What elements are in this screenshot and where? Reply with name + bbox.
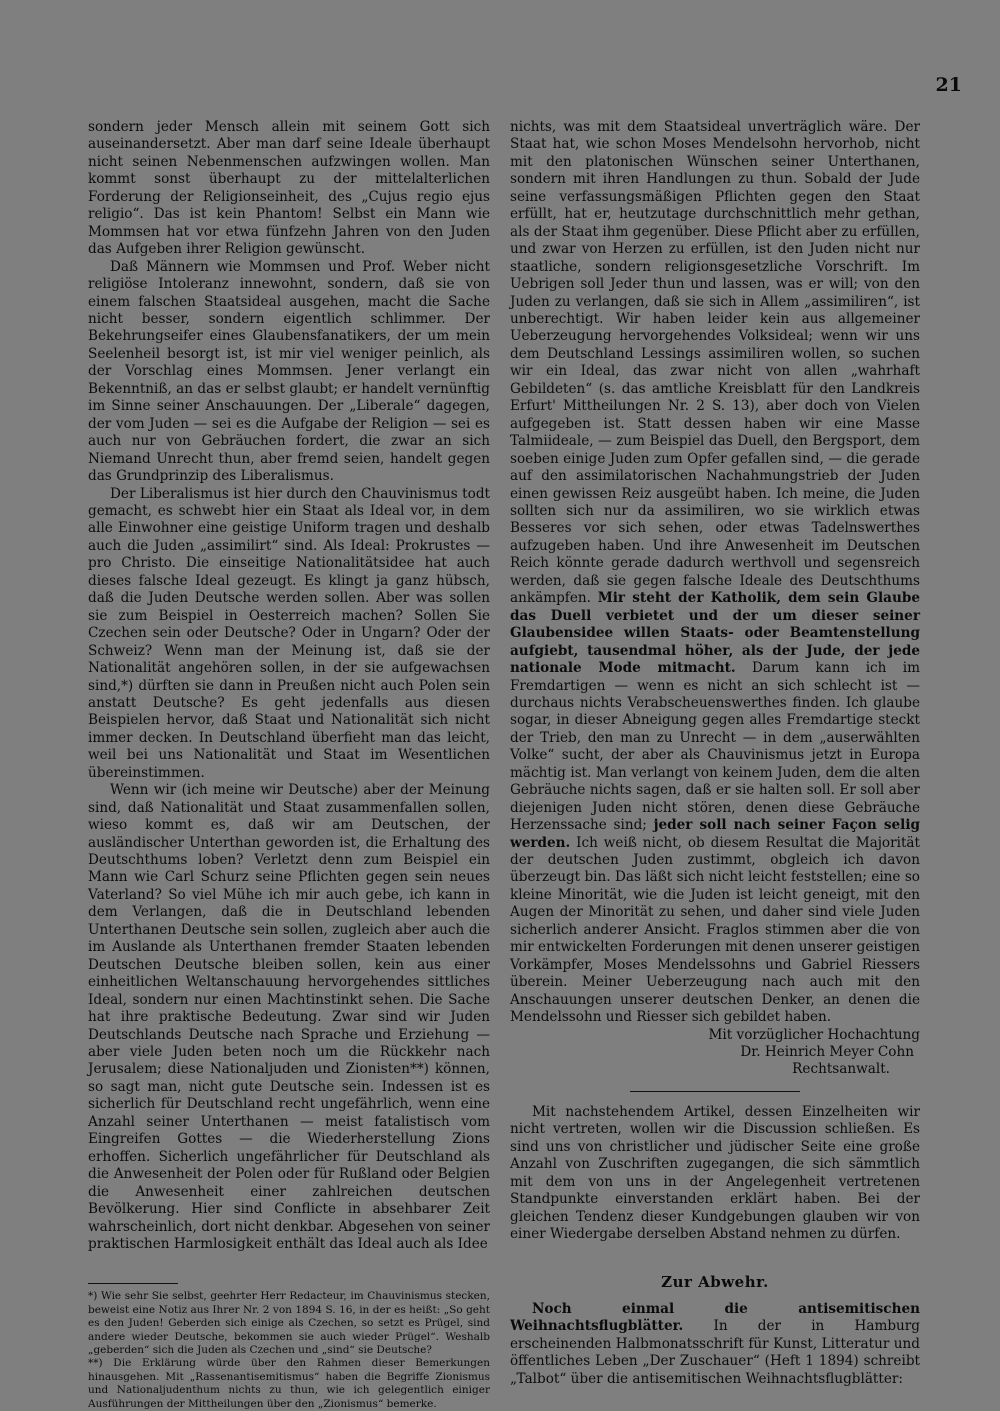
footnote-divider [88, 1283, 178, 1284]
paragraph: Der Liberalismus ist hier durch den Chauvinismus todt gemacht, es schwebt hier ein Staat als Ideal vor, in dem alle Einwohner eine geistige Uniform tragen und deshalb auch die Juden „assimilirt“ sind. Als Ideal: Prokrustes — pro Christo. Die einseitige Nationalitätsidee hat auch dieses falsche Ideal gezeugt. Es klingt ja ganz hübsch, daß die Juden Deutsche werden sollen. Aber was sollen sie zum Beispiel in Oesterreich machen? Sollen Sie Czechen sein oder Deutsche? Oder in Ungarn? Oder der Schweiz? Wenn man der Meinung ist, daß sie der Nationalität angehören sollen, in der sie aufgewachsen sind,*) dürften sie dann in Preußen nicht auch Polen sein anstatt Deutsche? Es geht jedenfalls aus diesen Beispielen hervor, daß Staat und Nationalität sich nicht immer decken. In Deutschland überfieht man das leicht, weil bei uns Nationalität und Staat im Wesentlichen übereinstimmen. [88, 485, 490, 781]
signature-name: Dr. Heinrich Meyer Cohn [740, 1044, 914, 1061]
article-title: Noch einmal die antisemitischen Weihnachtsflugblätter. [510, 1301, 920, 1335]
emphasis-text: Mir steht der Katholik, dem sein Glaube das Duell verbietet und der um dieser seiner Glaubensidee willen Staats- oder Beamtenstellung aufgiebt, tausendmal höher, als der Jude, der jede nationale Mode mitmacht. [510, 590, 920, 677]
emphasis-text: jeder soll nach seiner Façon selig werden. [510, 817, 921, 851]
paragraph-text: Ich weiß nicht, ob diesem Resultat die Majorität der deutschen Juden zustimmt, obgleich ich davon überzeugt bin. Das läßt sich nicht leicht feststellen; eine so kleine Minorität, wie die Juden ist leicht geneigt, mit den Augen der Minorität zu sehen, und daher sind viele Juden sicherlich anderer Ansicht. Fraglos stimmen aber die von mir entwickelten Forderungen mit denen unserer geistigen Vorkämpfer, Moses Mendelssohns und Gabriel Riessers überein. Meiner Ueberzeugung nach auch mit den Anschauungen unserer deutschen Denker, an denen die Mendelssohn und Riesser sich gebildet haben. [510, 834, 920, 1026]
paragraph-text: nichts, was mit dem Staatsideal unverträglich wäre. Der Staat hat, wie schon Moses Mendelsohn hervorhob, nicht mit den platonischen Wünschen seiner Unterthanen, sondern mit ihren Handlungen zu thun. Sobald der Jude seine verfassungsmäßigen Pflichten gegen den Staat erfüllt, hat er, heutzutage durchschnittlich mehr gethan, als der Staat ihm gegenüber. Diese Pflicht aber zu erfüllen, und zwar von Herzen zu erfüllen, ist den Juden nicht nur staatliche, sondern religionsgesetzliche Vorschrift. Im Uebrigen soll Jeder thun und lassen, was er will; von den Juden zu verlangen, daß sie sich in Allem „assimiliren“, ist unberechtigt. Wir haben leider kein aus allgemeiner Ueberzeugung hervorgehendes Volksideal; wenn wir uns dem Deutschland Lessings assimiliren wollen, so suchen wir ein Ideal, das zwar nicht von allen „wahrhaft Gebildeten“ (s. das amtliche Kreisblatt für den Landkreis Erfurt' Mittheilungen Nr. 2 S. 13), aber doch von Vielen aufgegeben ist. Statt dessen haben wir eine Masse Talmiideale, — zum Beispiel das Duell, den Bergsport, dem soeben einige Juden zum Opfer gefallen sind, — die gerade auf den assimilatorischen Nachahmungstrieb der Juden einen gewissen Reiz ausgeübt haben. Ich meine, die Juden sollten sich nur da assimiliren, wo sie wirklich etwas Besseres vor sich sehen, oder etwas Tadelnswerthes aufzugeben haben. Und ihre Anwesenheit im Deutschen Reich könnte gerade dadurch werthvoll und segensreich werden, daß sie gegen falsche Ideale des Deutschthums ankämpfen. [510, 119, 920, 607]
section-divider [630, 1091, 800, 1092]
footnote: *) Wie sehr Sie selbst, geehrter Herr Redacteur, im Chauvinismus stecken, beweist eine Notiz aus Ihrer Nr. 2 von 1894 S. 16, in der es heißt: „So geht es den Juden! Geberden sich einige als Czechen, so setzt es Prügel, sind andere wieder Deutsche, bekommen sie auch wieder Prügel“. Weshalb „geberden“ sich die Juden als Czechen und „sind“ sie Deutsche? [88, 1290, 490, 1357]
footnote: **) Die Erklärung würde über den Rahmen dieser Bemerkungen hinausgehen. Mit „Rassenantisemitismus“ haben die Begriffe Zionismus und Nationaljudenthum nichts zu thun, wie ich gelegentlich einiger Ausführungen der Mittheilungen über den „Zionismus“ bemerke. [88, 1357, 490, 1410]
paragraph [510, 119, 920, 1027]
section-heading: Zur Abwehr. [661, 1272, 769, 1291]
right-column [510, 119, 920, 1388]
signature-title: Rechtsanwalt. [792, 1061, 890, 1078]
article-intro [510, 1301, 920, 1388]
left-column [88, 119, 490, 1411]
signature-greeting: Mit vorzüglicher Hochachtung [708, 1026, 920, 1043]
paragraph-text: Darum kann ich im Fremdartigen — wenn es nicht an sich schlecht ist — durchaus nichts Verabscheuenswerthes finden. Ich glaube sogar, in dieser Abneigung gegen alles Fremdartige steckt der Trieb, den man zu Unrecht — in dem „auserwählten Volke“ sucht, der aber als Chauvinismus jetzt in Europa mächtig ist. Man verlangt von keinem Juden, dem die alten Gebräuche nichts sagen, daß er sie halten soll. Er soll aber diejenigen Juden nicht stören, denen diese Gebräuche Herzenssache sind; [510, 660, 920, 834]
paragraph: Wenn wir (ich meine wir Deutsche) aber der Meinung sind, daß Nationalität und Staat zusammenfallen sollen, wieso kommt es, daß wir am Deutschen, der ausländischer Unterthan geworden ist, die Erhaltung des Deutschthums loben? Verletzt denn zum Beispiel ein Mann wie Carl Schurz seine Pflichten gegen sein neues Vaterland? So viel Mühe ich mir auch gebe, ich kann in dem Verlangen, daß die in Deutschland lebenden Unterthanen Deutsche sein sollen, zugleich aber auch die im Auslande als Unterthanen fremder Staaten lebenden Deutschen Deutsche bleiben sollen, kein aus einer einheitlichen Weltanschauung hervorgehendes sittliches Ideal, sondern nur einen Machtinstinkt sehen. Die Sache hat ihre praktische Bedeutung. Zwar sind wir Juden Deutschlands Deutsche nach Sprache und Erziehung — aber viele Juden beten noch um die Rückkehr nach Jerusalem; diese Nationaljuden und Zionisten**) können, so sagt man, nicht gute Deutsche sein. Indessen ist es sicherlich für Deutschland recht ungefährlich, wenn eine Anzahl seiner Unterthanen — meist fatalistisch vom Eingreifen Gottes — die Wiederherstellung Zions erhoffen. Sicherlich ungefährlicher für Deutschland als die Anwesenheit der Polen oder für Rußland oder Belgien die Anwesenheit einer zahlreichen deutschen Bevölkerung. Hier sind Conflicte in absehbarer Zeit wahrscheinlich, dort nicht denkbar. Abgesehen von seiner praktischen Harmlosigkeit enthält das Ideal auch als Idee [88, 782, 490, 1252]
paragraph: Daß Männern wie Mommsen und Prof. Weber nicht religiöse Intoleranz innewohnt, sondern, daß sie von einem falschen Staatsideal ausgehen, macht die Sache nicht besser, sondern eigentlich schlimmer. Der Bekehrungseifer eines Glaubensfanatikers, der um mein Seelenheil besorgt ist, ist mir viel weniger peinlich, als der Vorschlag eines Mommsen. Jener verlangt ein Bekenntniß, an das er selbst glaubt; er handelt vernünftig im Sinne seiner Anschauungen. Der „Liberale“ dagegen, der vom Juden — sei es die Aufgabe der Religion — sei es auch nur von Gebräuchen fordert, die zwar an sich Niemand Unrecht thun, aber fremd seien, handelt gegen das Grundprinzip des Liberalismus. [88, 258, 490, 485]
page-number: 21 [935, 74, 962, 96]
article-text: In der in Hamburg erscheinenden Halbmonatsschrift für Kunst, Litteratur und öffentliches Leben „Der Zuschauer“ (Heft 1 1894) schreibt „Talbot“ über die antisemitischen Weihnachtsflugblätter: [510, 1318, 920, 1387]
editor-note: Mit nachstehendem Artikel, dessen Einzelheiten wir nicht vertreten, wollen wir die Discussion schließen. Es sind uns von christlicher und jüdischer Seite eine große Anzahl von Zuschriften zugegangen, die sich sämmtlich mit dem von uns in der Angelegenheit vertretenen Standpunkte einverstanden erklärt haben. Bei der gleichen Tendenz dieser Kundgebungen glauben wir von einer Wiedergabe derselben Abstand nehmen zu dürfen. [510, 1103, 920, 1243]
paragraph: sondern jeder Mensch allein mit seinem Gott sich auseinandersetzt. Aber man darf seine Ideale überhaupt nicht seinen Nebenmenschen aufzwingen wollen. Man kommt sonst überhaupt zu der mittelalterlichen Forderung der Religionseinheit, des „Cujus regio ejus religio“. Das ist kein Phantom! Selbst ein Mann wie Mommsen hat vor etwa fünfzehn Jahren von den Juden das Aufgeben ihrer Religion gewünscht. [88, 119, 490, 258]
